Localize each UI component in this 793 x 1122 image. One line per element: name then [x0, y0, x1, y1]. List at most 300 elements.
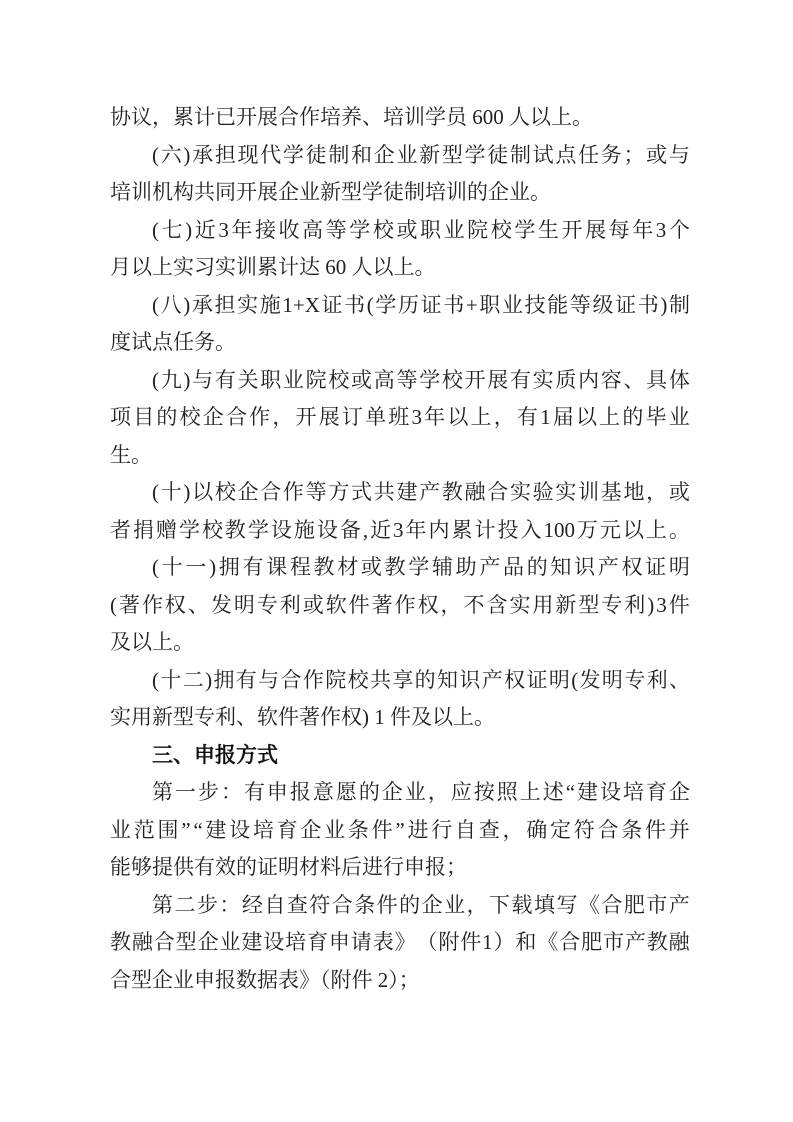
text-token: 二 [182, 667, 204, 692]
text-line [110, 474, 690, 512]
text-token: 投 [497, 517, 519, 542]
text-token: 享 [392, 667, 414, 692]
text-token: 学 [408, 555, 430, 579]
text-line [110, 362, 690, 400]
text-token: 发 [579, 667, 601, 692]
text-token: 上 [645, 517, 667, 542]
text-token: ； [623, 142, 645, 167]
text-token: 程 [289, 555, 311, 579]
text-token: 点 [555, 142, 577, 167]
text-token: 第 [152, 780, 173, 804]
text-token: 企 [668, 780, 690, 804]
text-token: 院 [305, 367, 327, 392]
text-token: 业 [668, 405, 690, 429]
text-token: 的 [526, 555, 548, 579]
text-token: 合 [559, 930, 581, 954]
text-token: 、 [623, 367, 645, 392]
text-token: 有 [214, 367, 236, 392]
text-token: 写 [556, 892, 578, 917]
text-token: ( [152, 217, 159, 242]
text-token: ， [272, 405, 294, 429]
text-token: 产 [481, 667, 503, 692]
text-token: 填 [533, 892, 555, 917]
text-token: 项 [110, 405, 131, 429]
text-token: 累 [451, 517, 473, 542]
text-token: 等 [569, 292, 591, 317]
text-token: 收 [278, 217, 300, 242]
text-token: 设 [263, 930, 285, 954]
text-token: 合 [280, 667, 302, 692]
text-token: 制 [668, 292, 690, 317]
text-token: 设 [600, 780, 622, 804]
text-token: 每 [608, 217, 630, 242]
text-token: 市 [602, 930, 624, 954]
text-token: 承 [192, 142, 214, 167]
text-token: 证 [526, 667, 548, 692]
text-token: 查 [286, 892, 308, 917]
text-token: 件 [371, 817, 393, 842]
text-token: 培 [623, 780, 644, 804]
text-token: 建 [241, 930, 263, 954]
text-token: 1 [482, 930, 493, 954]
text-token: 年 [405, 517, 427, 542]
text-token: 型 [578, 592, 600, 617]
text-token: 符 [573, 817, 595, 842]
text-token: 助 [455, 555, 477, 579]
text-token: 证 [615, 292, 637, 317]
text-token: 融 [131, 930, 153, 954]
text-token: 企 [381, 780, 403, 804]
text-token: 近 [194, 217, 216, 242]
text-token: 教 [646, 930, 668, 954]
text-token: 有 [516, 405, 538, 429]
text-token: 3 [655, 217, 667, 242]
text-token: 以 [192, 480, 214, 504]
text-token: 合 [601, 892, 623, 917]
text-token: ： [220, 780, 242, 804]
text-token: 步 [197, 780, 219, 804]
text-token: 教 [384, 555, 406, 579]
text-token: 产 [479, 555, 501, 579]
text-token: 育 [276, 817, 298, 842]
text-token: 二 [174, 892, 196, 917]
text-token: 八 [160, 292, 182, 317]
text-token: 体 [668, 367, 690, 392]
text-token: 第 [152, 892, 173, 917]
text-token: 表 [372, 930, 394, 954]
text-token: 职 [479, 292, 501, 317]
text-token: ： [219, 892, 241, 917]
text-token: 照 [496, 780, 518, 804]
text-token: 担 [214, 292, 236, 317]
text-token: 备 [339, 517, 361, 542]
text-token: 校 [441, 367, 463, 392]
text-token: 目 [133, 405, 155, 429]
text-token: 明 [233, 592, 255, 617]
text-token: 代 [260, 142, 282, 167]
text-token: 进 [407, 817, 429, 842]
text-token: 学 [178, 517, 200, 542]
text-token: 承 [191, 292, 213, 317]
text-token: 证 [645, 555, 667, 579]
text-token: 担 [214, 142, 236, 167]
text-token: 件 [348, 592, 370, 617]
text-token: 年 [632, 217, 654, 242]
text-token: ， [466, 892, 488, 917]
text-token: 施 [293, 517, 315, 542]
text-token: 设 [270, 517, 292, 542]
text-line [110, 212, 690, 250]
text-token: 职 [260, 367, 282, 392]
text-token: 六 [160, 142, 182, 167]
text-token: 权 [504, 667, 526, 692]
text-token: 业 [110, 817, 131, 842]
text-line: 月以上实习实训累计达 60 人以上。 [110, 255, 436, 279]
text-token: ( [152, 142, 159, 167]
text-token: 不 [463, 592, 485, 617]
text-token: 有 [509, 367, 531, 392]
text-token: 等 [305, 480, 327, 504]
text-token: 作 [141, 592, 163, 617]
text-token: 上 [599, 405, 621, 429]
text-token: ( [152, 667, 159, 692]
text-token: 、 [668, 667, 690, 692]
text-token: 作 [302, 667, 324, 692]
text-token: （ [416, 930, 438, 954]
text-token: 务 [600, 142, 622, 167]
text-token: 班 [388, 405, 410, 429]
text-token: 附 [438, 930, 460, 954]
text-token: 拥 [218, 555, 240, 579]
text-token: 地 [623, 480, 645, 504]
text-token: 3 [411, 405, 422, 429]
text-token: 开 [464, 367, 486, 392]
text-token: 利 [624, 592, 646, 617]
text-token: 专 [601, 592, 623, 617]
text-token: 自 [454, 817, 476, 842]
text-token: 证 [321, 292, 343, 317]
text-token: 万 [576, 517, 598, 542]
text-token: 试 [532, 142, 554, 167]
text-token: 验 [532, 480, 554, 504]
text-token: 合 [225, 405, 247, 429]
text-line: 实用新型专利、软件著作权) 1 件及以上。 [110, 705, 495, 729]
text-token: 捐 [132, 517, 154, 542]
text-token: 学 [419, 367, 441, 392]
text-token: ， [502, 817, 524, 842]
text-token: 等 [396, 367, 418, 392]
text-token: 企 [197, 930, 219, 954]
text-token: 近 [370, 517, 392, 542]
text-token: 书 [443, 292, 465, 317]
text-token: 教 [441, 480, 463, 504]
text-token: 权 [164, 592, 186, 617]
text-token: 计 [474, 517, 496, 542]
text-token: 件 [644, 817, 666, 842]
text-token: 建 [205, 817, 227, 842]
text-token: ， [440, 592, 462, 617]
text-line [110, 774, 690, 812]
text-token: 十 [161, 555, 183, 579]
text-token: 知 [550, 555, 572, 579]
text-token: 任 [578, 142, 600, 167]
text-token: 或 [646, 142, 668, 167]
text-token: 校 [347, 667, 369, 692]
text-token: 训 [578, 480, 600, 504]
text-token: 确 [526, 817, 548, 842]
text-token: 材 [337, 555, 359, 579]
text-token: 条 [621, 817, 643, 842]
text-token: 一 [174, 780, 196, 804]
text-token: 历 [398, 292, 420, 317]
text-token: 高 [302, 217, 324, 242]
text-token: 质 [555, 367, 577, 392]
text-token: 企 [202, 405, 224, 429]
text-token: 实 [532, 367, 554, 392]
text-line: 培训机构共同开展企业新型学徒制培训的企业。 [110, 180, 551, 204]
text-token: 展 [318, 405, 340, 429]
text-token: ) [183, 480, 191, 504]
text-token: 专 [624, 667, 646, 692]
text-token: 的 [414, 667, 436, 692]
text-token: 实 [509, 480, 531, 504]
text-token: 校 [328, 367, 350, 392]
text-token: 内 [428, 517, 450, 542]
text-token: 。 [668, 517, 690, 542]
text-line [110, 924, 690, 962]
text-token: 高 [373, 367, 395, 392]
text-token: 产 [668, 892, 690, 917]
text-token: ) [660, 292, 668, 317]
text-token: 技 [524, 292, 546, 317]
text-token: 件 [460, 930, 482, 954]
text-token: 融 [668, 930, 690, 954]
text-token: 产 [419, 480, 441, 504]
text-token: ) [183, 367, 191, 392]
text-token: 3 [393, 517, 404, 542]
text-token: 能 [547, 292, 569, 317]
text-token: ” [395, 817, 405, 842]
text-token: 、 [187, 592, 209, 617]
text-token: 十 [160, 667, 182, 692]
text-token: 步 [196, 892, 218, 917]
text-token: 合 [597, 817, 619, 842]
text-token: 《 [578, 892, 600, 917]
text-token: 经 [241, 892, 263, 917]
text-token: 业 [501, 292, 523, 317]
text-token: 企 [421, 892, 443, 917]
text-token: ( [152, 367, 159, 392]
text-token: 与 [668, 142, 690, 167]
text-token: 展 [585, 217, 607, 242]
text-token: 育 [307, 930, 329, 954]
text-token: 九 [160, 367, 182, 392]
text-token: 年 [424, 405, 446, 429]
text-token: 校 [201, 517, 223, 542]
text-token: 十 [160, 480, 182, 504]
text-token: 软 [325, 592, 347, 617]
text-token: 业 [324, 817, 346, 842]
text-token: 建 [396, 480, 418, 504]
text-token: , [362, 517, 369, 542]
text-token: 教 [224, 517, 246, 542]
text-token: 开 [295, 405, 317, 429]
text-token: 著 [371, 592, 393, 617]
text-token: 肥 [623, 892, 645, 917]
text-token: 展 [487, 367, 509, 392]
text-token: 有 [242, 555, 264, 579]
text-token: ( [571, 667, 579, 692]
text-token: 条 [347, 817, 369, 842]
text-line: 协议，累计已开展合作培养、培训学员 600 人以上。 [110, 105, 593, 129]
text-token: 作 [249, 405, 271, 429]
text-token: 100 [543, 517, 575, 542]
text-token: ) [209, 555, 217, 579]
text-token: 年 [231, 217, 253, 242]
text-token: 型 [441, 142, 463, 167]
text-token: 肥 [581, 930, 603, 954]
text-token: 和 [515, 930, 537, 954]
text-token: ) [183, 292, 191, 317]
text-token: 元 [599, 517, 621, 542]
text-token: 院 [325, 667, 347, 692]
text-token: 现 [237, 142, 259, 167]
text-token: 书 [637, 292, 659, 317]
text-token: 3 [656, 592, 667, 617]
text-token: 校 [179, 405, 201, 429]
text-token: 符 [309, 892, 331, 917]
text-token: 合 [153, 930, 175, 954]
text-token: 校 [214, 480, 236, 504]
text-token: 产 [597, 555, 619, 579]
text-line [110, 287, 690, 325]
text-token: 申 [328, 930, 350, 954]
text-token: 学 [282, 142, 304, 167]
text-token: 作 [282, 480, 304, 504]
text-line [110, 662, 690, 700]
text-token: 入 [520, 517, 542, 542]
text-token: 制 [509, 142, 531, 167]
text-token: 业 [219, 930, 241, 954]
text-token: 育 [645, 780, 667, 804]
text-line [110, 812, 690, 850]
text-token: 业 [282, 367, 304, 392]
text-token: 者 [110, 517, 131, 542]
text-token: 》 [394, 930, 416, 954]
text-token: 企 [373, 142, 395, 167]
text-token: 业 [404, 780, 426, 804]
text-token: 级 [592, 292, 614, 317]
text-token: + [465, 292, 478, 317]
text-line: 合型企业申报数据表》（附件 2）； [110, 967, 420, 992]
text-token: 用 [532, 592, 554, 617]
text-line [110, 549, 690, 587]
text-token: 品 [503, 555, 524, 579]
text-token: 实 [509, 592, 531, 617]
text-token: 学 [247, 517, 269, 542]
text-token: 有 [235, 667, 257, 692]
section-heading: 三、申报方式 [152, 743, 278, 767]
text-token: 作 [394, 592, 416, 617]
text-token: 职 [420, 217, 442, 242]
text-token: 具 [646, 367, 668, 392]
text-token: 件 [668, 592, 690, 617]
text-line [110, 137, 690, 175]
text-token: 业 [396, 142, 418, 167]
text-token: ， [646, 480, 668, 504]
text-token: 教 [110, 930, 131, 954]
text-token: 发 [210, 592, 232, 617]
text-token: 设 [229, 817, 251, 842]
text-token: 单 [365, 405, 387, 429]
text-token: 3 [218, 217, 229, 242]
text-token: 的 [622, 405, 644, 429]
text-token: 式 [351, 480, 373, 504]
text-token: 拥 [213, 667, 235, 692]
text-token: 范 [133, 817, 155, 842]
text-token: 内 [578, 367, 600, 392]
text-token: “ [193, 817, 203, 842]
text-token: 学 [349, 217, 371, 242]
text-token: 订 [341, 405, 363, 429]
text-line [110, 587, 690, 625]
text-token: 含 [486, 592, 508, 617]
text-token: 识 [459, 667, 481, 692]
text-token: ( [152, 555, 159, 579]
text-token: 学 [464, 142, 486, 167]
text-token: 徒 [487, 142, 509, 167]
text-token: 等 [325, 217, 347, 242]
text-token: 与 [258, 667, 280, 692]
text-token: 培 [285, 930, 307, 954]
text-token: 愿 [335, 780, 357, 804]
text-token: 明 [668, 555, 690, 579]
text-token: 学 [514, 217, 536, 242]
text-token: 围 [157, 817, 179, 842]
text-token: 以 [622, 517, 644, 542]
text-token: 行 [431, 817, 453, 842]
text-token: 徒 [305, 142, 327, 167]
text-token: ( [152, 480, 159, 504]
text-line: 生。 [110, 442, 152, 467]
text-line: 能够提供有效的证明材料后进行申报； [110, 855, 467, 879]
text-token: ) [183, 142, 191, 167]
text-token: 或 [351, 367, 373, 392]
text-token: 的 [399, 892, 421, 917]
text-token: 利 [646, 667, 668, 692]
text-token: 容 [600, 367, 622, 392]
text-token: 件 [376, 892, 398, 917]
text-token: 报 [289, 780, 311, 804]
text-token: 合 [260, 480, 282, 504]
text-token: 的 [358, 780, 380, 804]
text-token: 型 [175, 930, 197, 954]
text-token: 应 [450, 780, 472, 804]
text-token: 企 [237, 480, 259, 504]
text-token: 下 [489, 892, 511, 917]
text-token: 定 [549, 817, 571, 842]
text-token: 校 [490, 217, 512, 242]
text-token: 方 [328, 480, 350, 504]
text-token: 利 [279, 592, 301, 617]
text-token: 业 [444, 892, 466, 917]
text-token: 合 [487, 480, 509, 504]
text-token: 关 [237, 367, 259, 392]
text-token: 设 [316, 517, 338, 542]
text-token: 市 [646, 892, 668, 917]
text-token: 辅 [431, 555, 453, 579]
text-token: 七 [161, 217, 183, 242]
